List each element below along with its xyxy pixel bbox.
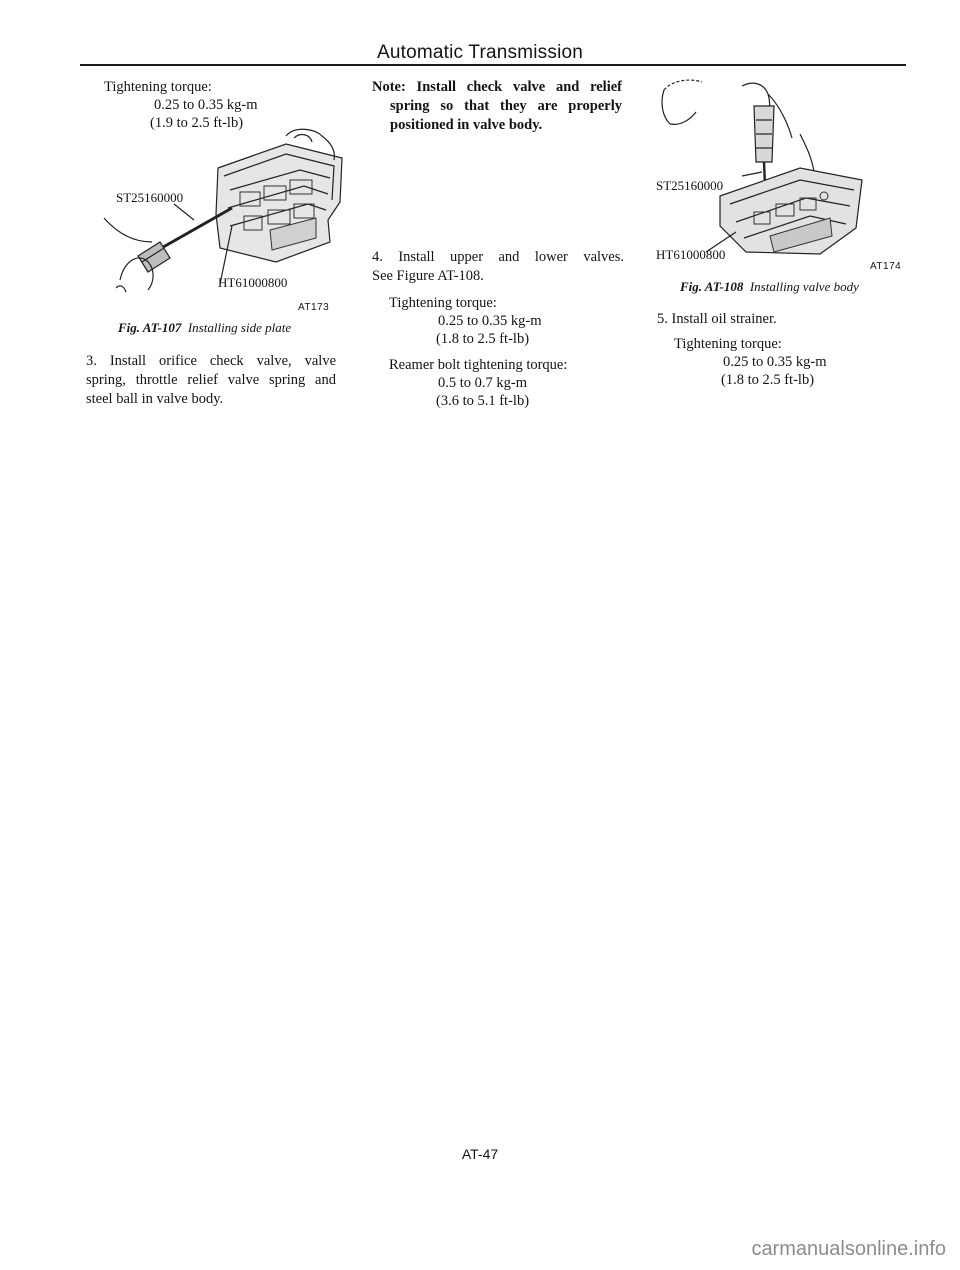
reamer-torque-imperial: (3.6 to 5.1 ft-lb): [436, 393, 530, 409]
col1-torque-imperial: (1.9 to 2.5 ft-lb): [150, 115, 244, 131]
col3-torque-metric: 0.25 to 0.35 kg-m: [723, 354, 827, 370]
col3-torque-label: Tightening torque:: [674, 336, 782, 352]
figure-at108-caption: [680, 279, 859, 295]
figure-at107-caption: [118, 320, 291, 336]
col1-tool-code-ht: HT61000800: [218, 275, 288, 290]
page-title: Automatic Transmission: [376, 42, 584, 63]
step3-line: spring, throttle relief valve spring and: [86, 372, 336, 388]
watermark: carmanualsonline.info: [751, 1238, 946, 1260]
page-number: AT-47: [461, 1146, 499, 1162]
step4-paragraph: [372, 248, 624, 286]
figure-at108-number: Fig. AT-108: [680, 279, 744, 294]
note-line: positioned in valve body.: [390, 117, 543, 133]
figure-at107-number: Fig. AT-107: [118, 320, 182, 335]
col1-torque-metric: 0.25 to 0.35 kg-m: [154, 97, 258, 113]
step3-paragraph: [86, 352, 336, 409]
step4-line: 4. Install upper and lower valves.: [372, 249, 624, 265]
reamer-torque-label: Reamer bolt tightening torque:: [389, 357, 568, 373]
figure-at108-illustration: [650, 76, 906, 272]
col3-torque-imperial: (1.8 to 2.5 ft-lb): [721, 372, 815, 388]
note-paragraph: [372, 78, 622, 135]
note-line: spring so that they are properly: [390, 98, 622, 114]
step4-line: See Figure AT-108.: [372, 268, 484, 284]
note-line: Note: Install check valve and relief: [372, 79, 622, 95]
figure-at108-title: Installing valve body: [749, 279, 859, 294]
step3-line: 3. Install orifice check valve, valve: [86, 353, 336, 369]
col3-tool-code-ht: HT61000800: [656, 247, 726, 262]
figure-at108-code: AT174: [870, 261, 902, 272]
figure-at107-title: Installing side plate: [187, 320, 292, 335]
step3-line: steel ball in valve body.: [86, 391, 224, 407]
figure-at107-code: AT173: [298, 302, 330, 313]
header-rule: [80, 64, 906, 66]
col2-torque-imperial: (1.8 to 2.5 ft-lb): [436, 331, 530, 347]
col3-tool-code-st: ST25160000: [656, 178, 724, 193]
col1-torque-label: Tightening torque:: [104, 79, 212, 95]
reamer-torque-metric: 0.5 to 0.7 kg-m: [438, 375, 528, 391]
col2-torque-metric: 0.25 to 0.35 kg-m: [438, 313, 542, 329]
step5-text: 5. Install oil strainer.: [657, 311, 777, 327]
col1-tool-code-st: ST25160000: [116, 190, 184, 205]
col2-torque-label: Tightening torque:: [389, 295, 497, 311]
